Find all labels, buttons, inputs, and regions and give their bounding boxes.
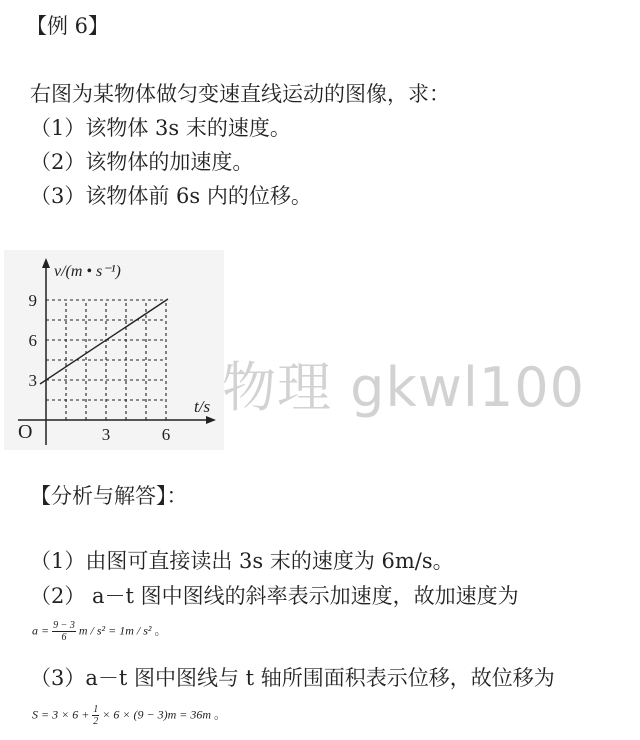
eq2-denominator: 6 [61,632,67,643]
equation-displacement [32,704,226,727]
eq2-rest: m / s² = 1m / s² [78,623,152,638]
y-axis-label: v/(m • s⁻¹) [54,263,121,280]
series-line [40,299,168,384]
eq2-lhs: a = [32,623,50,638]
eq3-denominator: 2 [93,716,99,727]
analysis-title: 【分析与解答】： [30,484,188,508]
x-tick-label: 6 [161,425,171,444]
eq2-fraction [52,620,76,643]
eq3-pre: S = 3 × 6 + [32,707,90,722]
eq3-numerator: 1 [93,704,99,715]
answer-3: （3）a－t 图中图线与 t 轴所围面积表示位移，故位移为 [30,666,555,690]
answer-2: （2） a－t 图中图线的斜率表示加速度，故加速度为 [30,584,519,608]
eq3-fraction [92,704,99,727]
watermark: 物理 gkwl100 [222,356,585,419]
equation-acceleration [32,620,167,643]
eq2-numerator: 9 − 3 [53,620,75,631]
x-tick-label: 3 [101,425,111,444]
eq3-rest: × 6 × (9 − 3)m = 36m [102,707,212,722]
y-tick-label: 9 [28,291,37,310]
y-tick-label: 3 [28,371,37,390]
question-item-1: （1）该物体 3s 末的速度。 [30,116,291,140]
chart-grid [46,300,166,420]
answer-1: （1）由图可直接读出 3s 末的速度为 6m/s。 [30,549,454,573]
y-axis-arrow [42,258,50,268]
example-label: 【例 6】 [26,14,110,38]
eq3-end: 。 [214,707,227,722]
x-axis-arrow [206,416,216,424]
vt-chart-svg [4,250,224,450]
eq2-end: 。 [154,623,167,638]
y-tick-label: 6 [28,331,37,350]
question-intro: 右图为某物体做匀变速直线运动的图像，求： [30,82,450,106]
velocity-time-graph [4,250,224,450]
question-item-3: （3）该物体前 6s 内的位移。 [30,184,312,208]
x-axis-label: t/s [194,397,211,416]
origin-label: O [18,421,33,443]
question-item-2: （2）该物体的加速度。 [30,150,254,174]
